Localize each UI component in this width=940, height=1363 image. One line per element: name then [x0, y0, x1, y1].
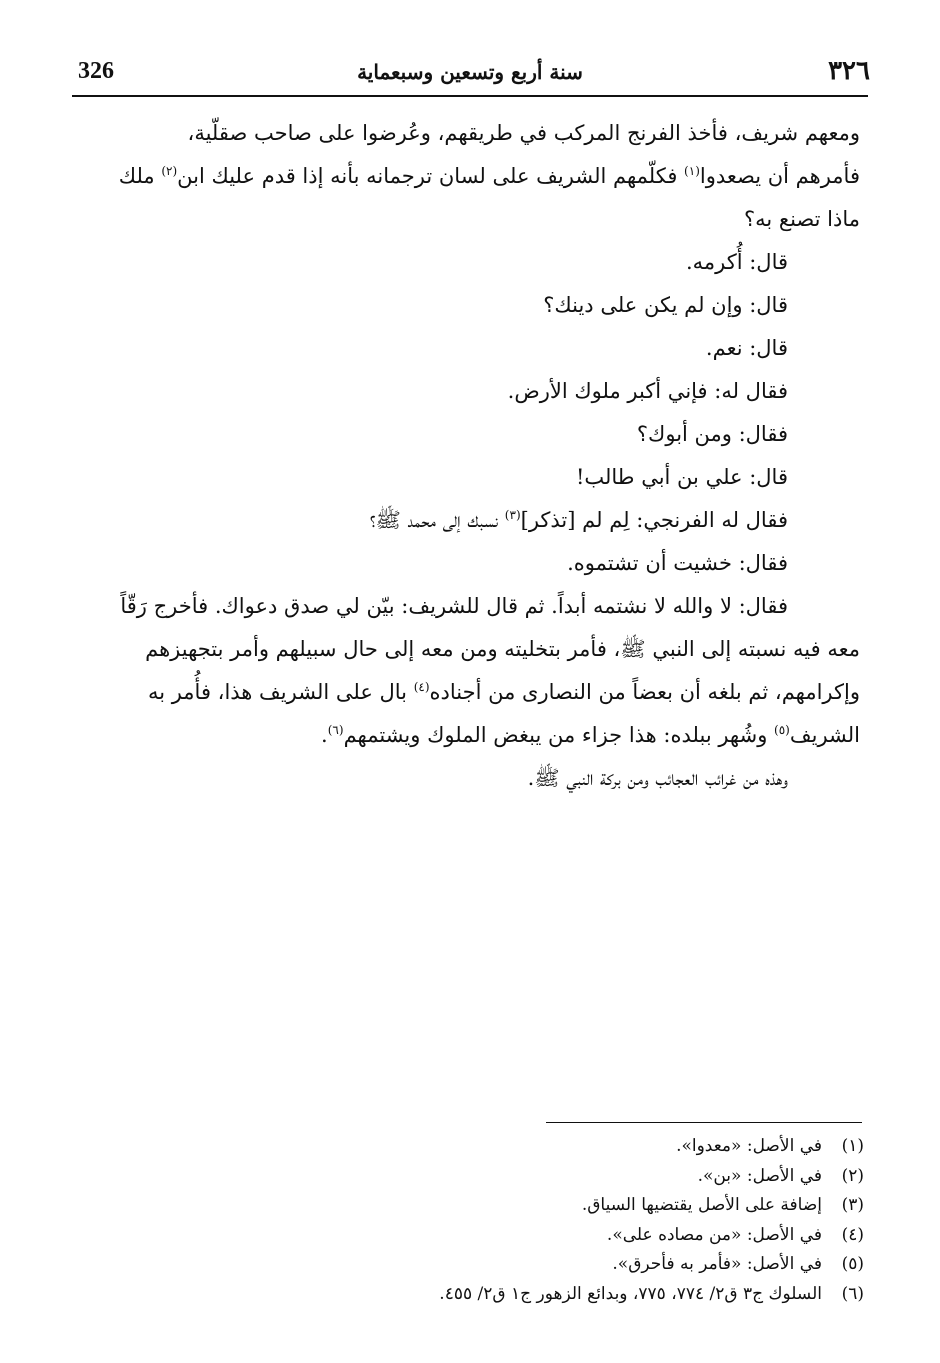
dialogue-line: قال: علي بن أبي طالب!	[575, 465, 788, 489]
paragraph-line: ماذا تصنع به؟	[743, 207, 860, 231]
paragraph-line: فقال: لا والله لا نشتمه أبداً. ثم قال للشريف: بيّن لي صدق دعواك. فأخرج رَقّاً	[120, 594, 788, 618]
footnote-ref[interactable]: (٦)	[327, 723, 344, 737]
footnote	[164, 1250, 864, 1280]
dialogue-line: فقال: خشيت أن تشتموه.	[567, 551, 788, 575]
footnote-text: السلوك ج٣ ق٢/ ٧٧٤، ٧٧٥، وبدائع الزهور ج١ ق٢/ ٤٥٥.	[439, 1283, 822, 1304]
footnote-ref[interactable]: (٥)	[774, 723, 790, 737]
footnotes	[164, 1132, 864, 1309]
dialogue-line: فقال: ومن أبوك؟	[636, 422, 788, 446]
footnote-number: (٤)	[841, 1224, 864, 1245]
page-number-latin: 326	[78, 58, 114, 84]
footnote-number: (١)	[841, 1136, 864, 1156]
footnote-text: في الأصل: «من مصاده على».	[606, 1224, 822, 1245]
footnote-ref[interactable]: (٣)	[504, 508, 521, 522]
footnote	[164, 1191, 864, 1221]
footnote-text: في الأصل: «فأمر به فأحرق».	[612, 1254, 822, 1274]
footnote-text: في الأصل: «بن».	[697, 1165, 822, 1186]
dialogue-line: فقال له الفرنجي: لِم لم [تذكر]$^{(٣)}$ نسبك إلى محمد ﷺ؟	[369, 508, 788, 532]
footnote-ref[interactable]: (٤)	[413, 680, 430, 694]
footnote-number: (٦)	[841, 1283, 864, 1304]
footnote-number: (٥)	[841, 1254, 864, 1274]
dialogue-line: فقال له: فإني أكبر ملوك الأرض.	[507, 379, 788, 403]
footnote	[164, 1221, 864, 1251]
footnote-rule	[546, 1122, 862, 1123]
page-number-arabic: ٣٢٦	[828, 56, 870, 86]
running-title: سنة أربع وتسعين وسبعماية	[357, 60, 583, 84]
dialogue-line: قال: وإن لم يكن على دينك؟	[543, 293, 788, 317]
footnote-text: إضافة على الأصل يقتضيها السياق.	[581, 1195, 822, 1215]
footnote	[164, 1132, 864, 1162]
paragraph-line: وهذه من غرائب العجائب ومن بركة النبي ﷺ.	[527, 766, 788, 790]
footnote-number: (٢)	[841, 1165, 864, 1186]
footnote-text: في الأصل: «معدوا».	[676, 1136, 822, 1156]
paragraph-line: معه فيه نسبته إلى النبي ﷺ، فأمر بتخليته ومن معه إلى حال سبيلهم وأمر بتجهيزهم	[145, 637, 860, 661]
body-text	[80, 112, 860, 800]
header-rule	[72, 95, 868, 97]
paragraph-line: الشريف$^{(٥)}$ وشُهر ببلده: هذا جزاء من يبغض الملوك ويشتمهم$^{(٦)}$.	[321, 723, 860, 747]
footnote-number: (٣)	[841, 1195, 864, 1215]
footnote-ref[interactable]: (٢)	[161, 164, 178, 178]
footnote-ref[interactable]: (١)	[684, 164, 700, 178]
paragraph-line: وإكرامهم، ثم بلغه أن بعضاً من النصارى من أجناده$^{(٤)}$ بال على الشريف هذا، فأُمر به	[147, 680, 860, 704]
footnote	[164, 1162, 864, 1192]
dialogue-line: قال: أُكرمه.	[685, 250, 788, 274]
dialogue-line: قال: نعم.	[705, 336, 788, 360]
footnote	[164, 1280, 864, 1310]
paragraph-line: فأمرهم أن يصعدوا$^{(١)}$ فكلّمهم الشريف على لسان ترجمانه بأنه إذا قدم عليك ابن$^{(٢)}$ ملك	[118, 164, 860, 188]
paragraph-line: ومعهم شريف، فأخذ الفرنج المركب في طريقهم، وعُرضوا على صاحب صقلّية،	[187, 121, 860, 145]
